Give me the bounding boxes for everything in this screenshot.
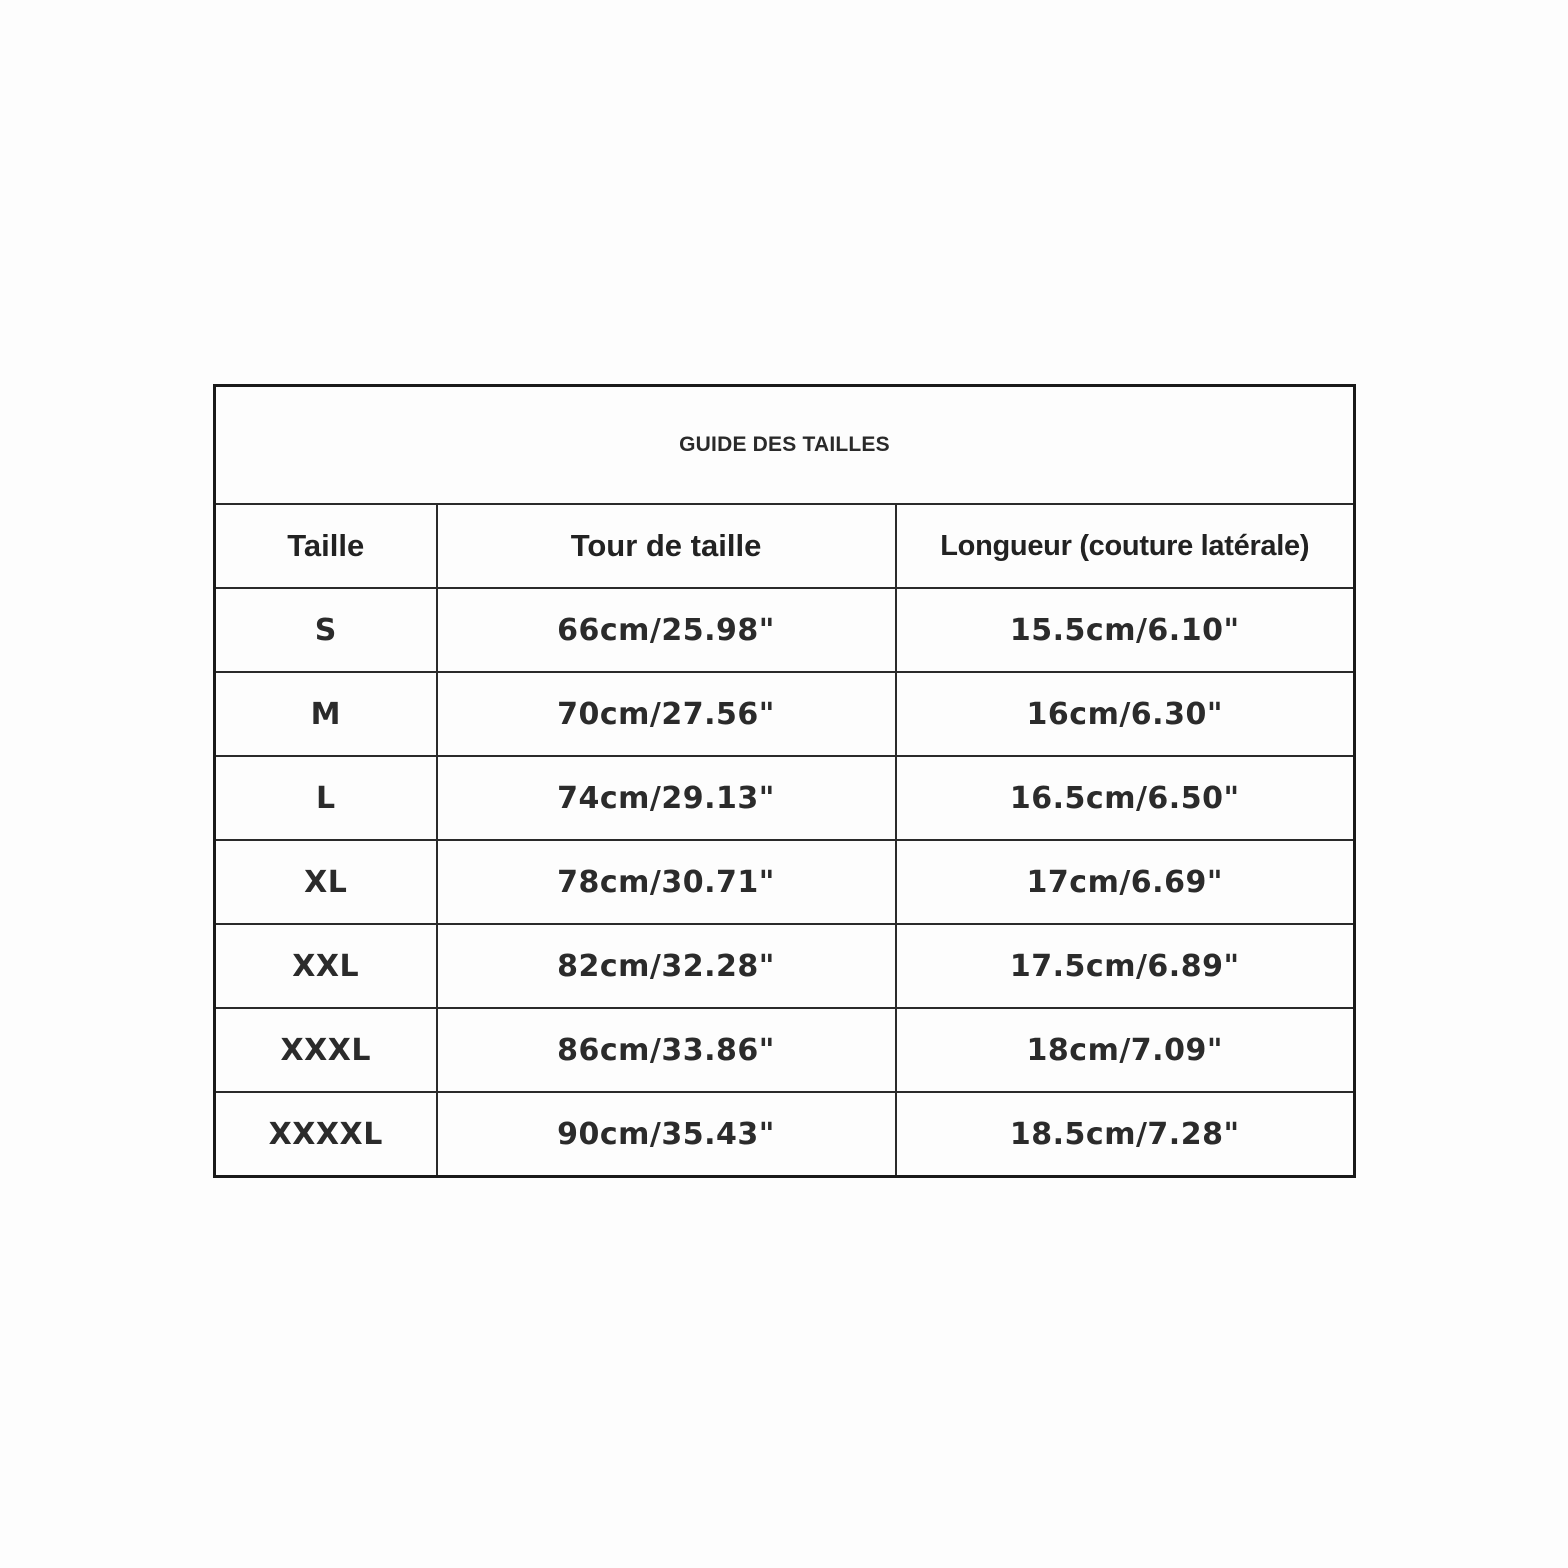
length-cell: 17.5cm/6.89" (896, 924, 1355, 1008)
header-length: Longueur (couture latérale) (896, 504, 1355, 588)
table-row (215, 588, 1355, 672)
table-row (215, 672, 1355, 756)
size-cell: XXL (215, 924, 437, 1008)
length-cell: 16.5cm/6.50" (896, 756, 1355, 840)
table-title: GUIDE DES TAILLES (215, 386, 1355, 505)
size-guide-table (213, 384, 1356, 1178)
header-waist: Tour de taille (437, 504, 896, 588)
header-row (215, 504, 1355, 588)
size-cell: XL (215, 840, 437, 924)
waist-cell: 74cm/29.13" (437, 756, 896, 840)
waist-cell: 78cm/30.71" (437, 840, 896, 924)
size-cell: XXXL (215, 1008, 437, 1092)
waist-cell: 90cm/35.43" (437, 1092, 896, 1177)
size-cell: L (215, 756, 437, 840)
table-row (215, 1008, 1355, 1092)
header-size: Taille (215, 504, 437, 588)
table-row (215, 756, 1355, 840)
title-row (215, 386, 1355, 505)
size-cell: M (215, 672, 437, 756)
length-cell: 17cm/6.69" (896, 840, 1355, 924)
waist-cell: 66cm/25.98" (437, 588, 896, 672)
size-cell: S (215, 588, 437, 672)
length-cell: 18cm/7.09" (896, 1008, 1355, 1092)
length-cell: 16cm/6.30" (896, 672, 1355, 756)
waist-cell: 86cm/33.86" (437, 1008, 896, 1092)
length-cell: 15.5cm/6.10" (896, 588, 1355, 672)
table-row (215, 1092, 1355, 1177)
table-row (215, 840, 1355, 924)
size-cell: XXXXL (215, 1092, 437, 1177)
table-row (215, 924, 1355, 1008)
waist-cell: 70cm/27.56" (437, 672, 896, 756)
length-cell: 18.5cm/7.28" (896, 1092, 1355, 1177)
waist-cell: 82cm/32.28" (437, 924, 896, 1008)
